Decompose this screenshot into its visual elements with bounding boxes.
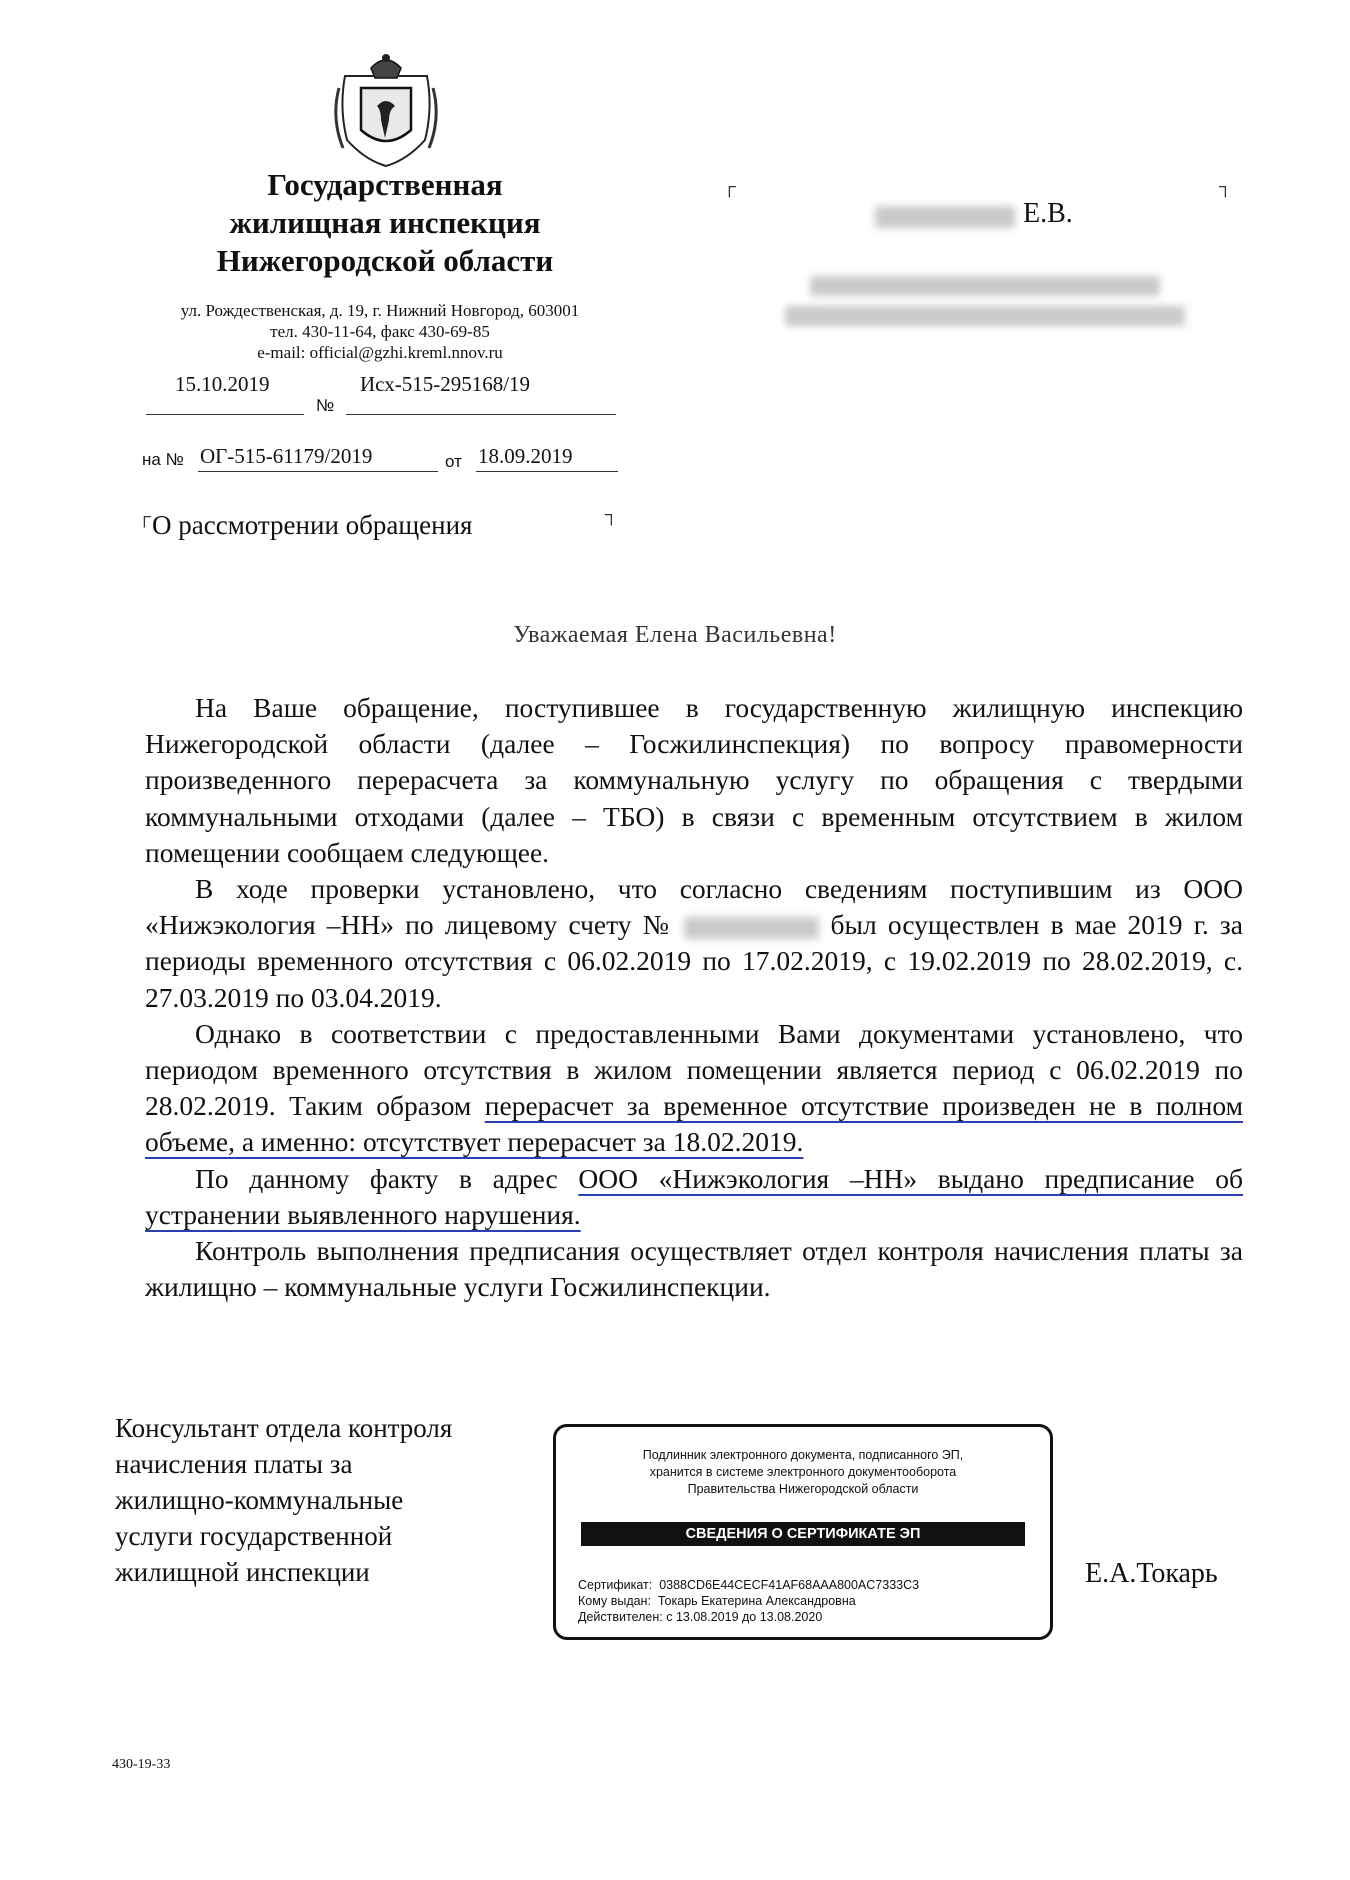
paragraph-1: На Ваше обращение, поступившее в государственную жилищную инспекцию Нижегородской области (далее – Госжилинспекция) по вопросу правомерности произведенного перерасчета за коммунальную услугу по обращения с твердыми коммунальными отходами (далее – ТБО) в связи с временным отсутствием в жилом помещении сообщаем следующее. bbox=[145, 692, 1243, 868]
stamp-line-2: хранится в системе электронного документооборота bbox=[649, 1465, 957, 1479]
redacted-surname bbox=[875, 206, 1015, 228]
outgoing-date: 15.10.2019 bbox=[175, 372, 270, 396]
org-line-2: жилищная инспекция bbox=[229, 205, 541, 240]
electronic-signature-stamp bbox=[553, 1424, 1053, 1640]
number-sign: № bbox=[316, 396, 335, 415]
paragraph-5: Контроль выполнения предписания осуществляет отдел контроля начисления платы за жилищно – коммунальные услуги Госжилинспекции. bbox=[145, 1235, 1243, 1303]
organization-contacts bbox=[130, 300, 630, 363]
redacted-account-number bbox=[684, 917, 819, 939]
org-line-3: Нижегородской области bbox=[216, 243, 554, 278]
paragraph-3 bbox=[145, 1016, 1243, 1161]
signer-line-5: жилищной инспекции bbox=[115, 1557, 370, 1587]
stamp-line-3: Правительства Нижегородской области bbox=[687, 1482, 919, 1496]
subject-corner-left: ┌ bbox=[138, 506, 151, 526]
signer-position bbox=[115, 1410, 555, 1590]
org-phone: тел. 430-11-64, факс 430-69-85 bbox=[270, 322, 490, 341]
paragraph-3-highlight: перерасчет за временное отсутствие произведен не в полном объеме, а именно: отсутствует перерасчет за 18.02.2019. bbox=[145, 1090, 1243, 1158]
org-address: ул. Рождественская, д. 19, г. Нижний Новгород, 603001 bbox=[180, 301, 580, 320]
reference-from: от bbox=[445, 452, 462, 471]
paragraph-4-start: По данному факту в адрес bbox=[195, 1162, 558, 1194]
reference-number: ОГ-515-61179/2019 bbox=[200, 444, 373, 468]
subject-corner-right: ┐ bbox=[605, 504, 618, 524]
paragraph-4-highlight: ООО «Нижэкология –НН» выдано предписание об устранении выявленного нарушения. bbox=[145, 1162, 1244, 1230]
reference-date-underline bbox=[476, 471, 618, 472]
certificate-label: Сертификат: bbox=[578, 1578, 653, 1592]
number-underline bbox=[346, 414, 616, 415]
redacted-address-line-2 bbox=[785, 306, 1185, 326]
paragraph-3-start: Однако в соответствии с предоставленными Вами документами установлено, что периодом временного отсутствия в жилом помещении является период с 06.02.2019 по 28.02.2019. Таким образом bbox=[145, 1017, 1243, 1122]
paragraph-2 bbox=[145, 871, 1243, 1016]
footer-code: 430-19-33 bbox=[112, 1757, 171, 1772]
stamp-line-1: Подлинник электронного документа, подписанного ЭП, bbox=[642, 1448, 964, 1462]
paragraph-4 bbox=[145, 1161, 1243, 1233]
signer-line-3: жилищно-коммунальные bbox=[115, 1485, 404, 1515]
stamp-header bbox=[556, 1447, 1050, 1498]
addressee-initials: Е.В. bbox=[1023, 198, 1073, 229]
reference-number-underline bbox=[198, 471, 438, 472]
certificate-info-bar: СВЕДЕНИЯ О СЕРТИФИКАТЕ ЭП bbox=[581, 1522, 1025, 1546]
valid-label: Действителен: bbox=[578, 1610, 663, 1624]
paragraph-2-end: был осуществлен в мае 2019 г. за периоды временного отсутствия с 06.02.2019 по 17.02.2019, с 19.02.2019 по 28.02.2019, с. 27.03.2019 по 03.04.2019. bbox=[145, 909, 1243, 1013]
issued-to-row bbox=[578, 1593, 856, 1609]
subject-line: О рассмотрении обращения bbox=[152, 510, 473, 540]
signer-name: Е.А.Токарь bbox=[1085, 1558, 1218, 1589]
signer-line-4: услуги государственной bbox=[115, 1521, 393, 1551]
issued-to-value: Токарь Екатерина Александровна bbox=[657, 1594, 856, 1608]
greeting: Уважаемая Елена Васильевна! bbox=[513, 622, 837, 648]
issued-to-label: Кому выдан: bbox=[578, 1594, 651, 1608]
date-underline bbox=[146, 414, 304, 415]
letter-body bbox=[145, 690, 1243, 1305]
outgoing-number: Исх-515-295168/19 bbox=[360, 372, 531, 396]
valid-value: с 13.08.2019 до 13.08.2020 bbox=[666, 1610, 823, 1624]
signer-line-2: начисления платы за bbox=[115, 1449, 353, 1479]
organization-title bbox=[150, 166, 620, 280]
reference-date: 18.09.2019 bbox=[478, 444, 573, 468]
certificate-value: 0388CD6E44CECF41AF68AAA800AC7333C3 bbox=[659, 1578, 920, 1592]
addressee-corner-right: ┐ bbox=[1219, 176, 1232, 196]
certificate-row bbox=[578, 1577, 919, 1593]
reference-prefix: на № bbox=[142, 450, 184, 469]
coat-of-arms-icon bbox=[325, 48, 447, 170]
paragraph-2-start: В ходе проверки установлено, что согласно сведениям поступившим из ООО «Нижэкология –НН» по лицевому счету № bbox=[145, 873, 1243, 941]
org-email: e-mail: official@gzhi.kreml.nnov.ru bbox=[257, 343, 503, 362]
signer-line-1: Консультант отдела контроля bbox=[115, 1413, 453, 1443]
redacted-address-line-1 bbox=[810, 276, 1160, 296]
addressee-corner-left: ┌ bbox=[723, 176, 736, 196]
org-line-1: Государственная bbox=[267, 167, 503, 202]
valid-row bbox=[578, 1609, 822, 1625]
